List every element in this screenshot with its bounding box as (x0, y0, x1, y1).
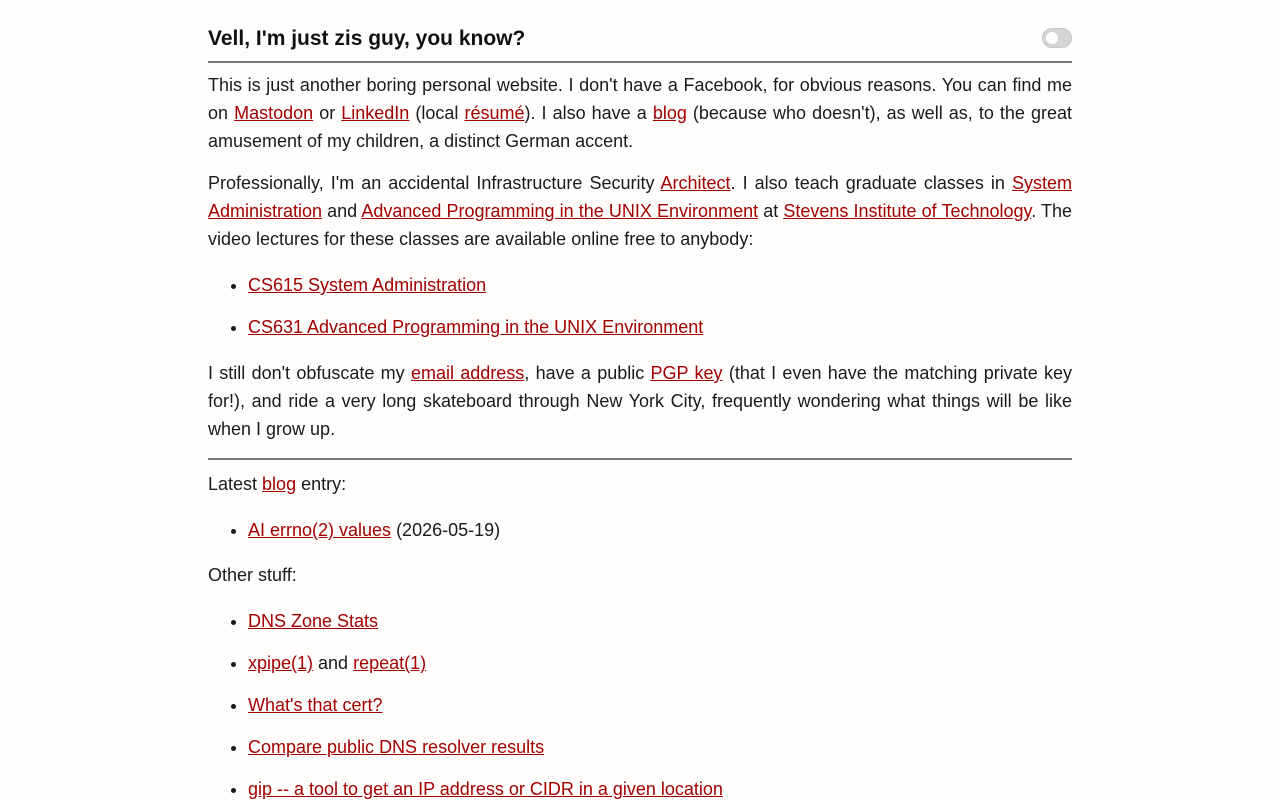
whats-that-cert-link[interactable]: What's that cert? (248, 695, 383, 715)
list-item (248, 271, 1072, 299)
blog-entry-list (208, 516, 1072, 544)
toggle-knob (1046, 32, 1058, 44)
professional-paragraph (208, 169, 1072, 253)
email-text-2: , have a public (524, 363, 651, 383)
gip-link[interactable]: gip -- a tool to get an IP address or CIDR in a given location (248, 779, 723, 799)
intro-text-5: (because who doesn't), as well as, to the great amusement of my children, a distinct German accent. (208, 103, 1072, 151)
section-divider (208, 458, 1072, 460)
page (208, 0, 1072, 800)
repeat-link[interactable]: repeat(1) (353, 653, 427, 673)
list-item (248, 691, 1072, 719)
list-item (248, 775, 1072, 800)
apue-link[interactable]: Advanced Programming in the UNIX Environment (361, 201, 759, 221)
xpipe-link[interactable]: xpipe(1) (248, 653, 314, 673)
linkedin-link[interactable]: LinkedIn (341, 103, 410, 123)
latest-blog-label (208, 470, 1072, 498)
blog-entry-date: (2026-05-19) (391, 520, 501, 540)
intro-text-1: This is just another boring personal website. I don't have a Facebook, for obvious reasons. You can find me on (208, 75, 1072, 123)
intro-paragraph (208, 71, 1072, 155)
latest-text-2: entry: (296, 474, 347, 494)
list-item (248, 313, 1072, 341)
latest-blog-link[interactable]: blog (262, 474, 297, 494)
list-item (248, 607, 1072, 635)
mastodon-link[interactable]: Mastodon (234, 103, 314, 123)
email-paragraph (208, 359, 1072, 443)
cs615-link[interactable]: CS615 System Administration (248, 275, 487, 295)
and-text: and (313, 653, 354, 673)
pgp-key-link[interactable]: PGP key (650, 363, 723, 383)
list-item (248, 733, 1072, 761)
latest-text-1: Latest (208, 474, 263, 494)
toggle-switch-icon[interactable] (1042, 28, 1072, 48)
dns-zone-stats-link[interactable]: DNS Zone Stats (248, 611, 379, 631)
course-list (208, 271, 1072, 341)
prof-text-5: . The video lectures for these classes are available online free to anybody: (208, 201, 1072, 249)
other-stuff-list (208, 607, 1072, 800)
resume-link[interactable]: résumé (464, 103, 525, 123)
intro-text-4: ). I also have a (524, 103, 653, 123)
compare-dns-link[interactable]: Compare public DNS resolver results (248, 737, 545, 757)
page-title: Vell, I'm just zis guy, you know? (208, 27, 526, 50)
stevens-link[interactable]: Stevens Institute of Technology (783, 201, 1032, 221)
list-item (248, 649, 1072, 677)
blog-link[interactable]: blog (652, 103, 687, 123)
prof-text-1: Professionally, I'm an accidental Infrastructure Security (208, 173, 661, 193)
architect-link[interactable]: Architect (660, 173, 731, 193)
intro-text-3: (local (409, 103, 465, 123)
prof-text-3: and (322, 201, 362, 221)
other-stuff-label: Other stuff: (208, 565, 297, 585)
email-text-1: I still don't obfuscate my (208, 363, 411, 383)
sysadmin-link[interactable]: System Administration (208, 173, 1072, 221)
list-item (248, 516, 1072, 544)
email-text-3: (that I even have the matching private key for!), and ride a very long skateboard through New York City, frequently wondering what things will be like when I grow up. (208, 363, 1073, 439)
prof-text-4: at (758, 201, 784, 221)
prof-text-2: . I also teach graduate classes in (730, 173, 1012, 193)
page-header (208, 25, 1072, 63)
cs631-link[interactable]: CS631 Advanced Programming in the UNIX Environment (248, 317, 704, 337)
email-address-link[interactable]: email address (410, 363, 525, 383)
blog-entry-link[interactable]: AI errno(2) values (248, 520, 392, 540)
intro-text-2: or (313, 103, 342, 123)
